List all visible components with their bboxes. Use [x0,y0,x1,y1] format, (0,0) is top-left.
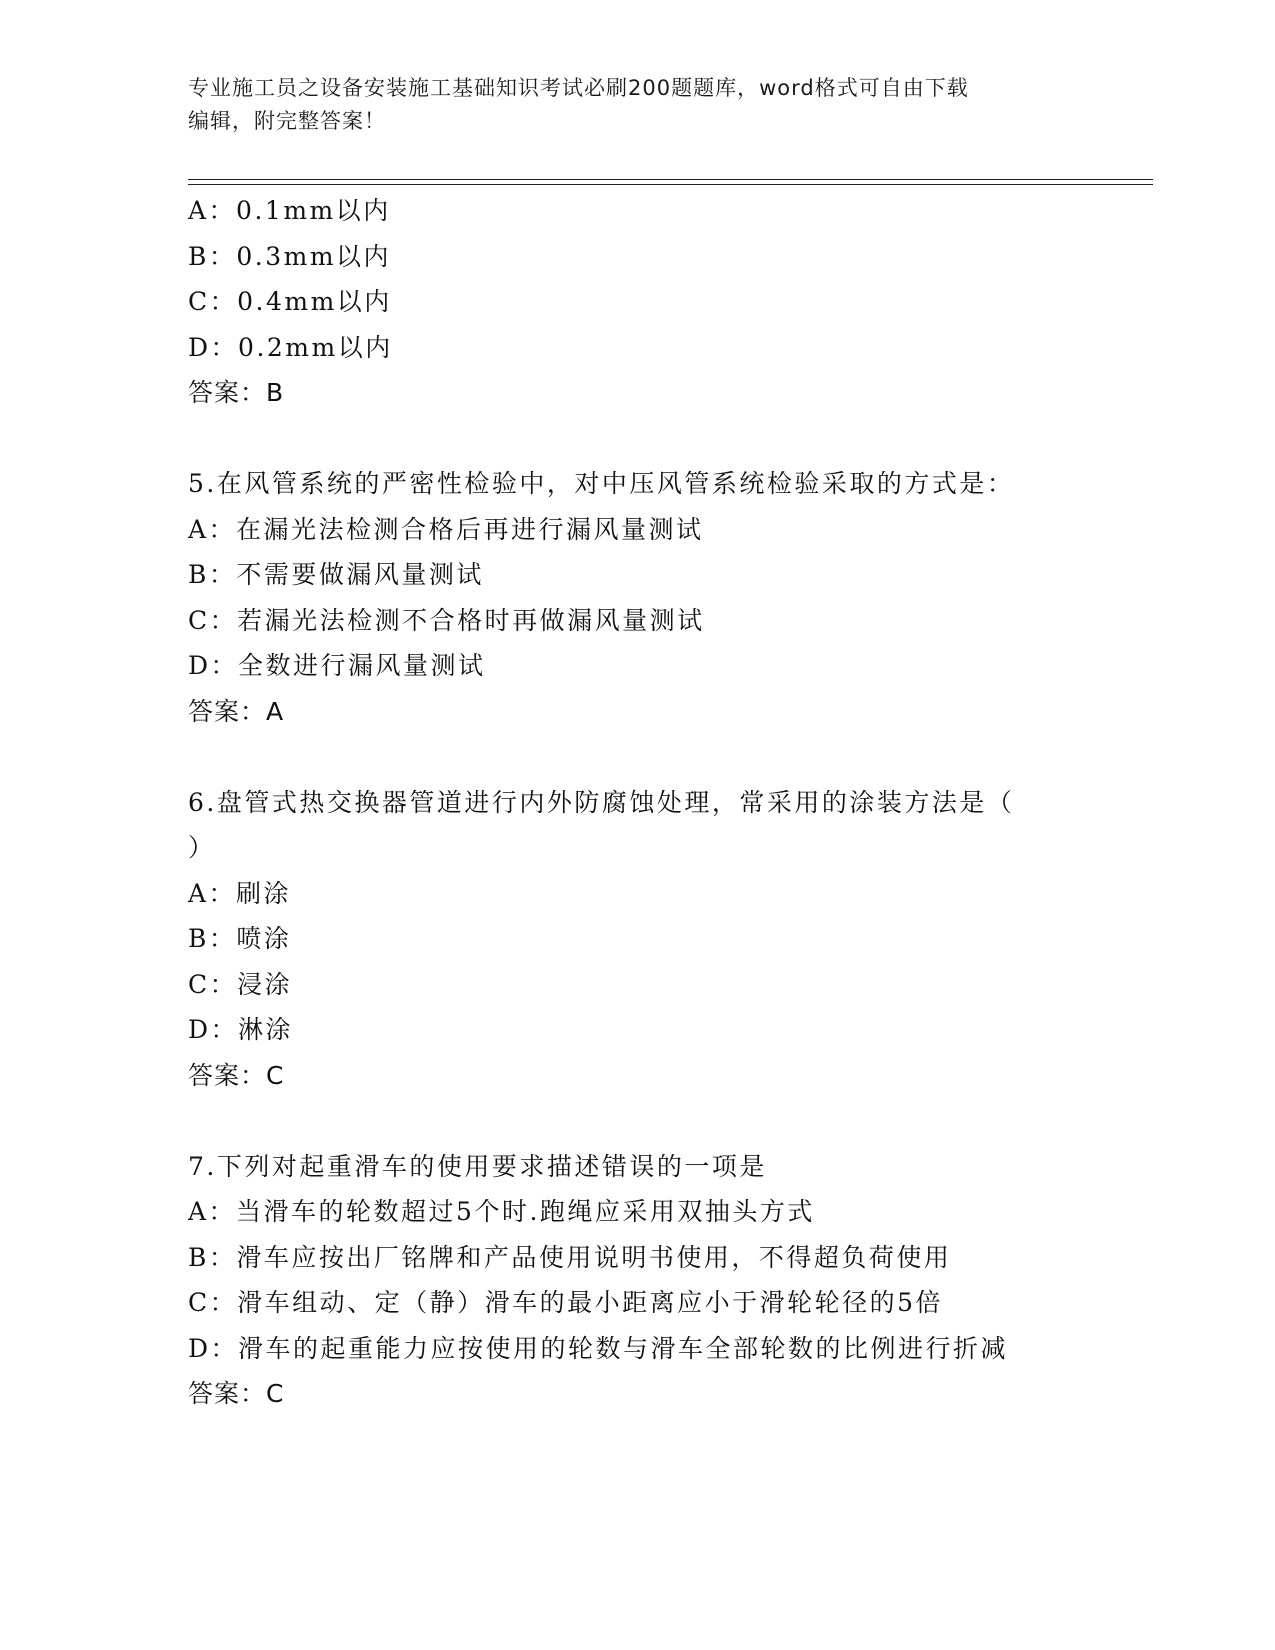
option-b: B：喷涂 [188,924,292,953]
spacer [188,416,1148,462]
question-block-prev [188,188,1148,416]
question-block-7 [188,1144,1148,1417]
header-line-2: 编辑，附完整答案！ [188,109,386,133]
option-d: D：滑车的起重能力应按使用的轮数与滑车全部轮数的比例进行折减 [188,1333,1009,1363]
option-a: A：刷涂 [188,878,292,908]
question-block-5 [188,461,1148,734]
option-b: B：0.3mm以内 [188,241,392,271]
spacer [188,734,1148,780]
option-a: A：当滑车的轮数超过5个时.跑绳应采用双抽头方式 [188,1197,815,1226]
option-b: B：滑车应按出厂铭牌和产品使用说明书使用，不得超负荷使用 [188,1242,952,1272]
option-c: C：浸涂 [188,969,293,999]
answer-line: 答案：B [188,378,285,407]
header-rule-bottom [188,184,1153,185]
question-stem: 5.在风管系统的严密性检验中，对中压风管系统检验采取的方式是： [188,469,1015,498]
option-a: A：0.1mm以内 [188,196,391,225]
answer-line: 答案：C [188,1060,285,1090]
header-line-1: 专业施工员之设备安装施工基础知识考试必刷200题题库，word格式可自由下载 [188,76,969,100]
question-stem: 7.下列对起重滑车的使用要求描述错误的一项是 [188,1151,767,1181]
question-stem-line-2: ） [188,833,216,862]
question-list [188,188,1148,1417]
option-c: C：滑车组动、定（静）滑车的最小距离应小于滑轮轮径的5倍 [188,1288,944,1317]
option-c: C：若漏光法检测不合格时再做漏风量测试 [188,605,705,635]
header-rule-top [188,179,1153,180]
option-d: D：0.2mm以内 [188,332,393,362]
question-stem-line-1: 6.盘管式热交换器管道进行内外防腐蚀处理，常采用的涂装方法是（ [188,787,1015,817]
option-d: D：全数进行漏风量测试 [188,651,486,680]
question-block-6 [188,780,1148,1099]
option-b: B：不需要做漏风量测试 [188,560,484,589]
spacer [188,1098,1148,1144]
answer-line: 答案：C [188,1379,285,1408]
option-d: D：淋涂 [188,1015,294,1044]
answer-line: 答案：A [188,696,285,726]
document-header [188,72,1068,138]
option-c: C：0.4mm以内 [188,287,392,316]
option-a: A：在漏光法检测合格后再进行漏风量测试 [188,514,704,544]
